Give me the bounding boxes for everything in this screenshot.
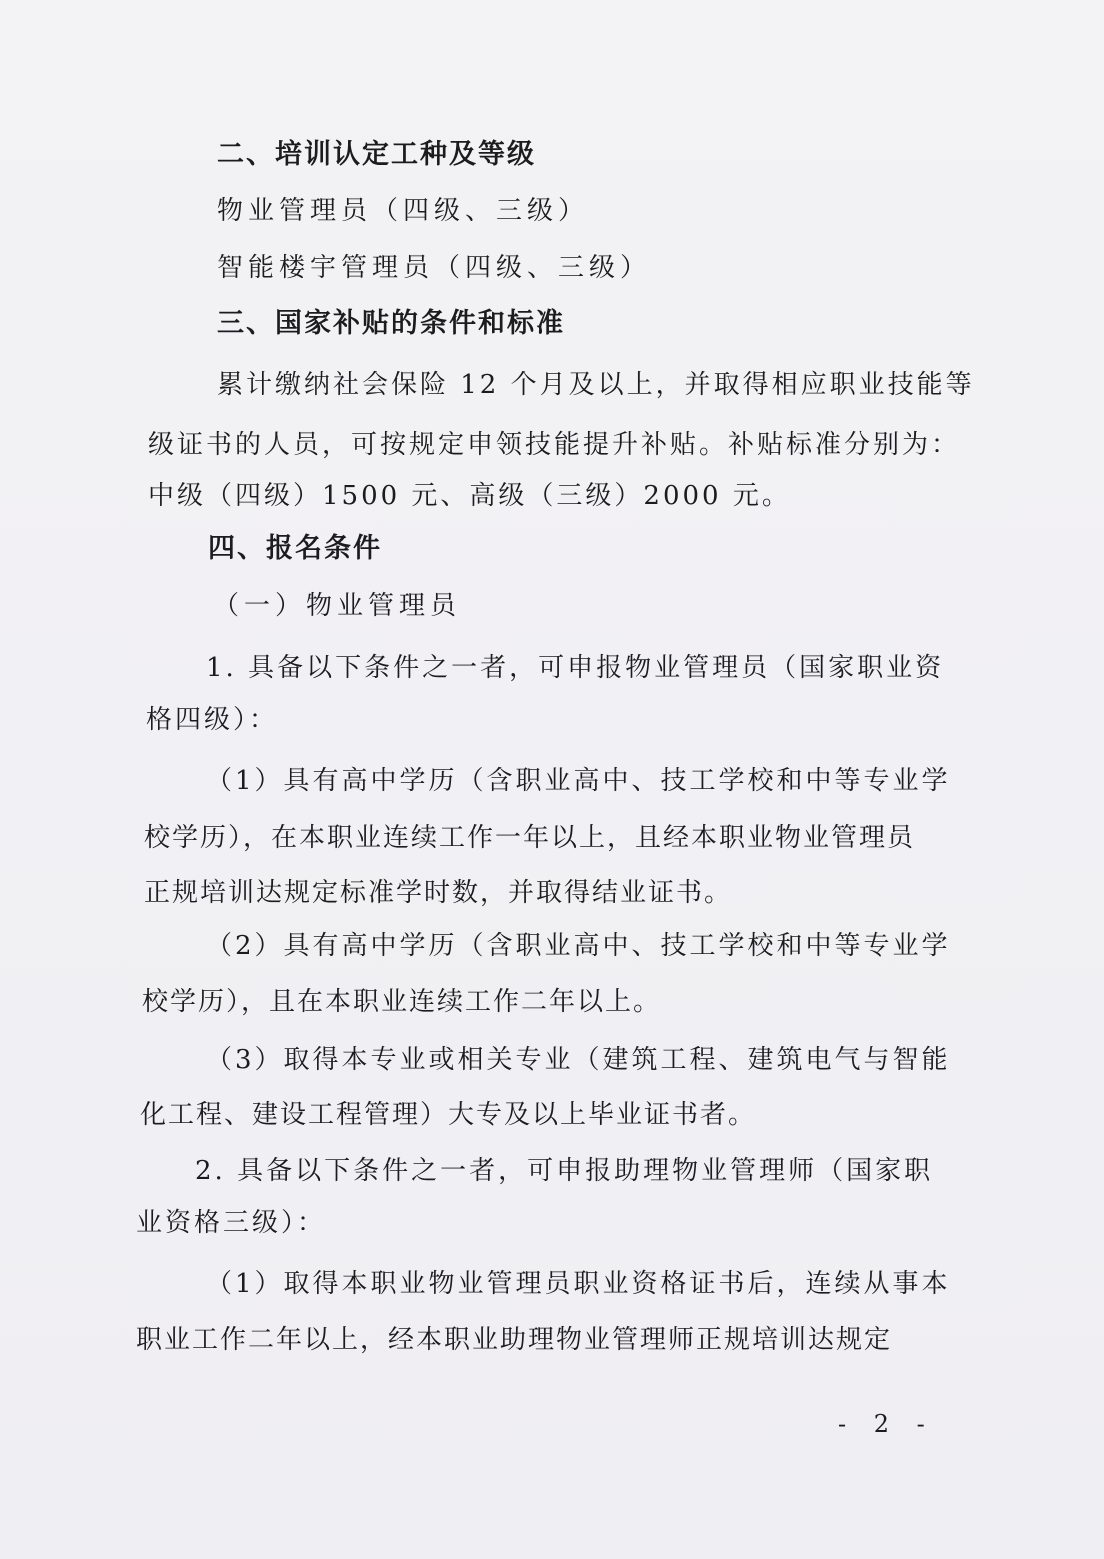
section-heading: 二、培训认定工种及等级 <box>217 139 536 170</box>
paragraph-line: 级证书的人员，可按规定申领技能提升补贴。补贴标准分别为： <box>148 430 961 460</box>
paragraph-line: （2）具有高中学历（含职业高中、技工学校和中等专业学 <box>206 931 951 961</box>
section-heading: 三、国家补贴的条件和标准 <box>217 308 565 339</box>
paragraph-line: 中级（四级）1500 元、高级（三级）2000 元。 <box>148 481 791 511</box>
paragraph-line: （1）具有高中学历（含职业高中、技工学校和中等专业学 <box>206 766 951 796</box>
paragraph-line: 2. 具备以下条件之一者，可申报助理物业管理师（国家职 <box>195 1156 934 1186</box>
section-heading: 四、报名条件 <box>208 533 382 564</box>
paragraph-line: 物业管理员（四级、三级） <box>217 196 590 226</box>
paragraph-line: （3）取得本专业或相关专业（建筑工程、建筑电气与智能 <box>206 1045 951 1075</box>
paragraph-line: 1. 具备以下条件之一者，可申报物业管理员（国家职业资 <box>206 653 945 683</box>
paragraph-line: 职业工作二年以上，经本职业助理物业管理师正规培训达规定 <box>136 1325 893 1355</box>
paragraph-line: 校学历），在本职业连续工作一年以上，且经本职业物业管理员 <box>144 823 916 853</box>
page-number: - 2 - <box>838 1410 935 1438</box>
paragraph-line: 正规培训达规定标准学时数，并取得结业证书。 <box>144 878 733 908</box>
paragraph-line: 化工程、建设工程管理）大专及以上毕业证书者。 <box>140 1100 757 1130</box>
subsection-heading: （一）物业管理员 <box>213 591 462 621</box>
paragraph-line: 累计缴纳社会保险 12 个月及以上，并取得相应职业技能等 <box>217 370 975 400</box>
paragraph-line: （1）取得本职业物业管理员职业资格证书后，连续从事本 <box>206 1269 951 1299</box>
paragraph-line: 格四级）： <box>146 705 279 735</box>
paragraph-line: 业资格三级）： <box>136 1208 327 1238</box>
paragraph-line: 校学历），且在本职业连续工作二年以上。 <box>142 987 662 1017</box>
paragraph-line: 智能楼宇管理员（四级、三级） <box>217 253 652 283</box>
